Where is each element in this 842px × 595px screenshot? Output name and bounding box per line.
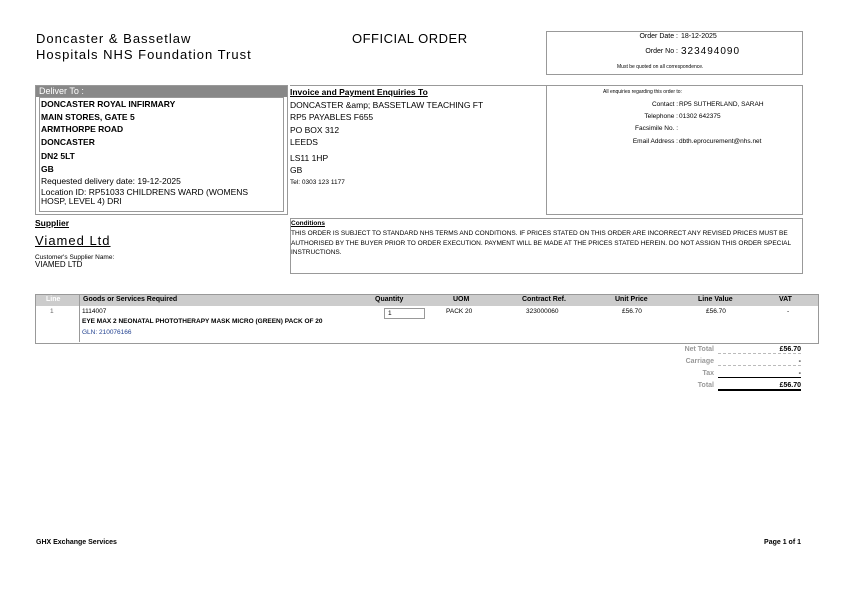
tax-label: Tax bbox=[702, 370, 714, 377]
carriage-label: Carriage bbox=[685, 358, 714, 365]
email-label: Email Address : bbox=[632, 138, 678, 145]
contact-heading: All enquiries regarding this order to: bbox=[603, 89, 682, 95]
header-quantity: Quantity bbox=[375, 296, 404, 303]
net-total-label: Net Total bbox=[684, 346, 714, 353]
invoice-tel: Tel: 0303 123 1177 bbox=[290, 178, 345, 186]
table-header bbox=[36, 295, 818, 306]
row-gln: GLN: 210076166 bbox=[82, 329, 132, 336]
deliver-postcode: DN2 5LT bbox=[41, 151, 75, 161]
deliver-line: ARMTHORPE ROAD bbox=[41, 124, 124, 134]
footer-left: GHX Exchange Services bbox=[36, 539, 117, 546]
telephone-value: 01302 642375 bbox=[679, 113, 721, 120]
row-line-value: £56.70 bbox=[706, 308, 726, 315]
invoice-country: GB bbox=[290, 165, 303, 175]
contact-value: RP5 SUTHERLAND, SARAH bbox=[679, 101, 764, 108]
row-quantity: 1 bbox=[384, 308, 425, 319]
order-date-value: 18-12-2025 bbox=[681, 33, 717, 40]
header-uom: UOM bbox=[453, 296, 470, 303]
row-line-number: 1 bbox=[50, 308, 54, 315]
order-items-table bbox=[35, 294, 819, 344]
row-code: 1114007 bbox=[82, 308, 107, 315]
footer-page-number: Page 1 of 1 bbox=[764, 539, 801, 546]
total-label: Total bbox=[697, 382, 714, 389]
fax-label: Facsimile No. : bbox=[635, 125, 678, 132]
invoice-line: LEEDS bbox=[290, 137, 318, 147]
supplier-box bbox=[35, 218, 286, 278]
tax-value: - bbox=[718, 370, 801, 378]
deliver-line: DONCASTER ROYAL INFIRMARY bbox=[41, 99, 176, 109]
header-line: Line bbox=[46, 296, 61, 303]
row-vat: - bbox=[787, 308, 790, 315]
deliver-line: DONCASTER bbox=[41, 136, 95, 147]
totals-block bbox=[0, 346, 842, 396]
email-value: dbth.eprocurement@nhs.net bbox=[679, 138, 762, 145]
order-no-value: 323494090 bbox=[681, 46, 741, 57]
contact-label: Contact : bbox=[651, 101, 678, 108]
conditions-box bbox=[290, 218, 803, 274]
organisation-line2: Hospitals NHS Foundation Trust bbox=[36, 47, 252, 62]
supplier-header: Supplier bbox=[35, 218, 70, 228]
row-uom: PACK 20 bbox=[446, 308, 473, 315]
invoice-line: PO BOX 312 bbox=[290, 124, 340, 135]
header-goods: Goods or Services Required bbox=[83, 296, 178, 303]
customer-supplier-label: Customer's Supplier Name: bbox=[35, 254, 115, 261]
deliver-to-header: Deliver To : bbox=[36, 86, 287, 97]
order-quote-note: Must be quoted on all correspondence. bbox=[617, 64, 704, 70]
location-line2: HOSP, LEVEL 4) DRI bbox=[41, 195, 122, 206]
supplier-name: Viamed Ltd bbox=[35, 233, 111, 248]
header-unit-price: Unit Price bbox=[615, 296, 648, 303]
contact-box bbox=[546, 85, 803, 215]
row-unit-price: £56.70 bbox=[622, 308, 642, 315]
table-row bbox=[36, 307, 818, 342]
carriage-value: - bbox=[718, 358, 801, 366]
deliver-to-box bbox=[35, 85, 288, 215]
organisation-name bbox=[36, 31, 252, 63]
invoice-box bbox=[290, 85, 546, 214]
net-total-value: £56.70 bbox=[718, 346, 801, 354]
header-vat: VAT bbox=[779, 296, 792, 303]
total-value: £56.70 bbox=[718, 382, 801, 391]
header-line-value: Line Value bbox=[698, 296, 733, 303]
deliver-line: MAIN STORES, GATE 5 bbox=[41, 111, 135, 122]
row-description: EYE MAX 2 NEONATAL PHOTOTHERAPY MASK MICRO (GREEN) PACK OF 20 bbox=[82, 318, 323, 325]
location-line1: Location ID: RP51033 CHILDRENS WARD (WOMENS bbox=[41, 186, 249, 197]
invoice-postcode: LS11 1HP bbox=[290, 152, 329, 163]
document-title: OFFICIAL ORDER bbox=[352, 31, 468, 46]
order-date-label: Order Date : bbox=[639, 33, 678, 40]
organisation-line1: Doncaster & Bassetlaw bbox=[36, 31, 192, 46]
conditions-text: THIS ORDER IS SUBJECT TO STANDARD NHS TERMS AND CONDITIONS. IF PRICES STATED ON THIS ORDER ARE INCORRECT ANY REVISED PRICES MUST BE AUTHORISED BY THE BUYER PRIOR TO ORDER EXECUTION. PAYMENT WILL BE MADE AT THE PRICES STATED HEREIN. DO NOT ASSIGN THIS ORDER SPECIAL INSTRUCTIONS. bbox=[291, 230, 791, 256]
requested-delivery-date: Requested delivery date: 19-12-2025 bbox=[41, 176, 181, 186]
order-info-box bbox=[546, 31, 803, 75]
invoice-line: RP5 PAYABLES F655 bbox=[290, 112, 374, 122]
header-contract-ref: Contract Ref. bbox=[522, 296, 566, 303]
order-no-label: Order No : bbox=[645, 48, 678, 55]
conditions-header: Conditions bbox=[291, 220, 325, 227]
invoice-header: Invoice and Payment Enquiries To bbox=[290, 87, 428, 97]
telephone-label: Telephone : bbox=[644, 113, 678, 120]
invoice-line: DONCASTER &amp; BASSETLAW TEACHING FT bbox=[290, 99, 484, 110]
customer-supplier-value: VIAMED LTD bbox=[35, 260, 83, 269]
deliver-address bbox=[39, 97, 284, 212]
row-contract-ref: 323000060 bbox=[526, 308, 559, 315]
deliver-country: GB bbox=[41, 163, 54, 174]
